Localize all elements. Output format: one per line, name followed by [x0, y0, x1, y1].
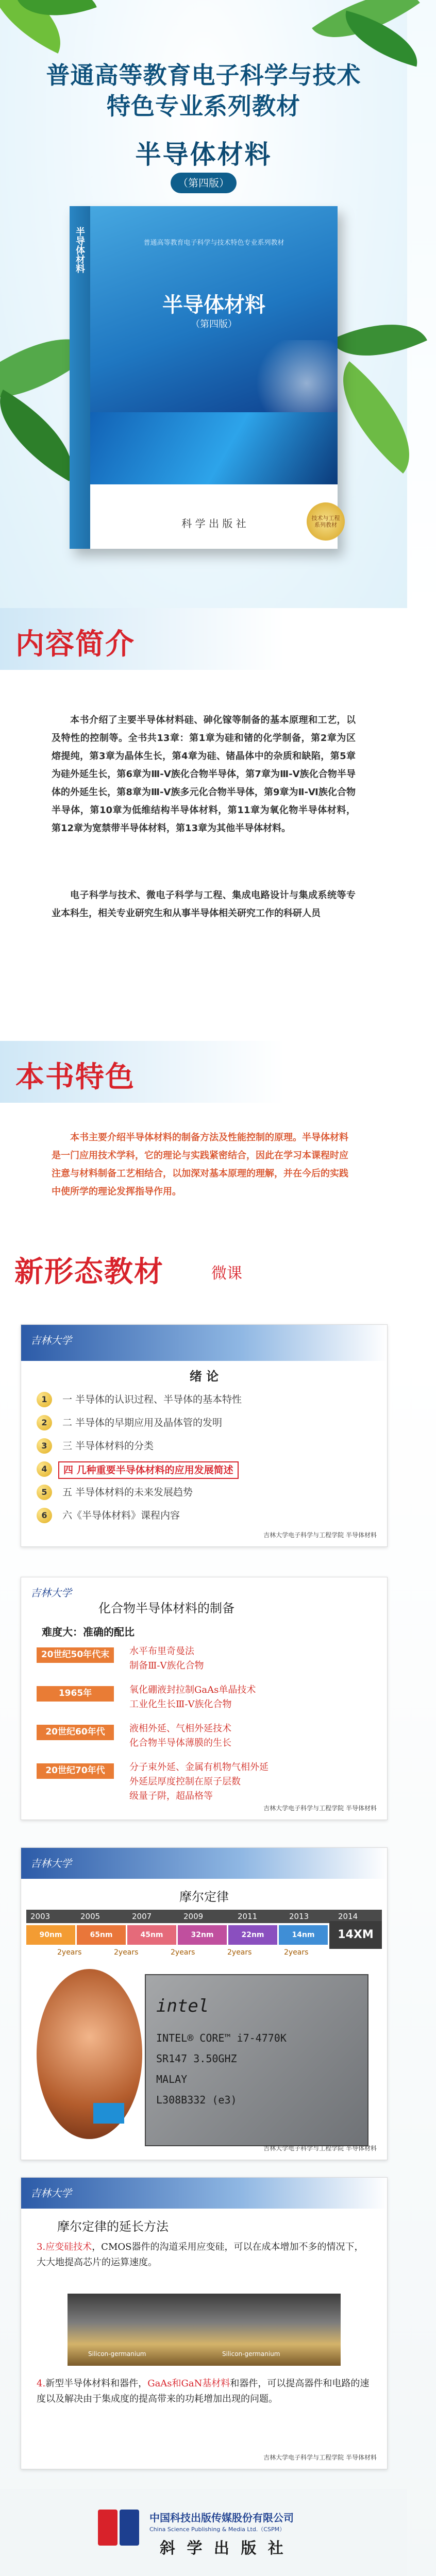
item-number: 3.	[37, 2242, 46, 2252]
year-label: 2011	[238, 1912, 258, 1921]
publisher-footer	[0, 2489, 407, 2576]
slide-footer: 吉林大学电子科学与工程学院 半导体材料	[263, 2454, 377, 2461]
difficulty-note: 难度大：准确的配比	[42, 1626, 135, 1638]
features-title: 本书特色	[15, 1060, 135, 1094]
toc-item[interactable]	[37, 1415, 366, 1430]
press-name: 斜 学 出 版 社	[160, 2539, 287, 2557]
slide-top-band	[21, 2178, 387, 2209]
cover-edition: （第四版）	[191, 319, 237, 330]
features-header	[0, 1041, 407, 1103]
university-logo: 吉林大学	[30, 1334, 72, 1346]
figure-label: Silicon-germanium	[222, 2350, 280, 2358]
toc-item[interactable]	[37, 1485, 366, 1500]
new-form-subtitle: 微课	[211, 1265, 242, 1283]
figure-label: Silicon-germanium	[88, 2350, 146, 2358]
body-text: ，CMOS器件的沟道采用应变硅，可以在成本增加不多的情况下，大大地提高芯片的运算速度。	[37, 2242, 364, 2268]
university-logo: 吉林大学	[30, 1587, 72, 1599]
era-text: 氧化硼液封拉制GaAs单晶技术 工业化生长Ⅲ-Ⅴ族化合物	[129, 1685, 256, 1710]
new-form-header	[0, 1242, 407, 1293]
logo-red-part	[98, 2510, 118, 2546]
highlight-text: 应变硅技术	[45, 2242, 92, 2252]
paragraph-4	[37, 2376, 372, 2407]
cover-title: 半导体材料	[162, 293, 265, 317]
logo-badge	[93, 2103, 124, 2124]
intro-title: 内容简介	[15, 628, 135, 661]
book-spine	[70, 206, 90, 549]
chip-line: intel	[156, 1996, 209, 2016]
publisher-logo-icon	[98, 2510, 139, 2546]
node-bar: 32nm	[178, 1925, 227, 1945]
node-bar: 45nm	[127, 1925, 176, 1945]
cadence-label: 2years	[57, 1948, 82, 1957]
slide-compound	[21, 1577, 388, 1820]
toc-item-label: 三 半导体材料的分类	[62, 1440, 154, 1452]
chip-line: MALAY	[156, 2073, 188, 2085]
year-label: 2003	[30, 1912, 51, 1921]
body-text: 和器件，可以提高器件和电路的速度以及解决由于集成度的提高带来的功耗增加出现的问题。	[37, 2378, 370, 2404]
leaf-decoration	[330, 303, 427, 377]
cover-publisher: 科 学 出 版 社	[181, 517, 246, 530]
year-label: 2009	[183, 1912, 204, 1921]
slide-top-band	[21, 1325, 387, 1361]
toc-item-label: 一 半导体的认识过程、半导体的基本特性	[62, 1394, 242, 1405]
slide-heading: 摩尔定律	[179, 1890, 229, 1904]
toc-item[interactable]	[37, 1508, 366, 1523]
intro-paragraph-2: 电子科学与技术、微电子科学与工程、集成电路设计与集成系统等专业本科生，相关专业研究生和从事半导体相关研究工作的科研人员	[52, 890, 356, 919]
series-title-line1: 普通高等教育电子科学与技术	[46, 61, 361, 89]
slide-footer: 吉林大学电子科学与工程学院 半导体材料	[263, 2145, 377, 2152]
era-text: 液相外延、气相外延技术 化合物半导体薄膜的生长	[129, 1723, 231, 1748]
node-badge: 14XM	[329, 1921, 382, 1949]
cadence-label: 2years	[227, 1948, 252, 1957]
toc-item[interactable]	[37, 1438, 366, 1454]
bullet-icon: 3	[37, 1438, 52, 1454]
era-row	[37, 1760, 377, 1807]
era-row	[37, 1644, 377, 1676]
new-form-title: 新形态教材	[14, 1255, 164, 1289]
chip-line: INTEL® CORE™ i7-4770K	[156, 2032, 287, 2044]
era-tag: 20世纪70年代	[37, 1763, 114, 1778]
era-tag: 1965年	[37, 1686, 114, 1701]
cover-small-title: 普通高等教育电子科学与技术特色专业系列教材	[143, 239, 284, 247]
paragraph-3	[37, 2240, 372, 2270]
era-tag: 20世纪60年代	[37, 1725, 114, 1739]
features-paragraph: 本书主要介绍半导体材料的制备方法及性能控制的原理。半导体材料是一门应用技术学科，它的理论与实践紧密结合，因此在学习本课程时应注意与材料制备工艺相结合，以加深对基本原理的理解，并在今后的实践中使所学的理论发挥指导作用。	[52, 1132, 348, 1197]
toc-item[interactable]	[37, 1392, 366, 1407]
series-title-line2: 特色专业系列教材	[107, 92, 300, 120]
year-label: 2013	[289, 1912, 309, 1921]
toc-item-highlighted[interactable]	[37, 1461, 366, 1477]
slide-moore	[21, 1847, 388, 2160]
book-title: 半导体材料	[135, 140, 272, 170]
slide-heading: 绪 论	[189, 1369, 219, 1384]
cadence-label: 2years	[171, 1948, 195, 1957]
wafer-image	[37, 1969, 142, 2139]
cadence-label: 2years	[284, 1948, 309, 1957]
highlight-text: GaAs和GaN基材料	[147, 2378, 230, 2389]
award-seal: 技术与工程 系列教材	[307, 502, 345, 541]
year-label: 2014	[338, 1912, 358, 1921]
era-divider	[37, 1662, 114, 1663]
chip-line: SR147 3.50GHZ	[156, 2052, 237, 2065]
slide-moore-extension	[21, 2177, 388, 2469]
intro-header	[0, 608, 407, 670]
slide-toc	[21, 1324, 388, 1547]
era-tag: 20世纪50年代末	[37, 1647, 114, 1662]
era-divider	[37, 1739, 114, 1740]
era-row	[37, 1722, 377, 1754]
bullet-icon: 5	[37, 1485, 52, 1500]
timeline-years	[26, 1910, 382, 1923]
node-bar: 90nm	[26, 1925, 75, 1945]
node-bar: 65nm	[77, 1925, 126, 1945]
university-logo: 吉林大学	[30, 2187, 72, 2199]
bullet-icon: 1	[37, 1392, 52, 1407]
company-name-en: China Science Publishing & Media Ltd.（CSPM）	[149, 2526, 286, 2533]
intro-paragraph-1: 本书介绍了主要半导体材料硅、砷化镓等制备的基本原理和工艺，以及特性的控制等。全书共13章：第1章为硅和锗的化学制备，第2章为区熔提纯，第3章为晶体生长，第4章为硅、锗晶体中的杂质和缺陷，第5章为硅外延生长，第6章为Ⅲ-Ⅴ族化合物半导体，第7章为Ⅲ-Ⅴ族化合物半导体的外延生长，第8章为Ⅲ-Ⅴ族多元化合物半导体，第9章为Ⅱ-Ⅵ族化合物半导体，第10章为低维结构半导体材料，第11章为氧化物半导体材料，第12章为宽禁带半导体材料，第13章为其他半导体材料。	[52, 715, 356, 834]
slide-heading: 摩尔定律的延长方法	[57, 2219, 169, 2234]
slide-footer: 吉林大学电子科学与工程学院 半导体材料	[263, 1531, 377, 1539]
cpu-chip-image	[145, 1974, 368, 2146]
toc-item-label: 四 几种重要半导体材料的应用发展简述	[58, 1461, 239, 1479]
era-row	[37, 1683, 377, 1715]
era-divider	[37, 1778, 114, 1779]
body-text: 新型半导体材料和器件，	[45, 2378, 148, 2389]
node-bar: 14nm	[279, 1925, 328, 1945]
company-name: 中国科技出版传媒股份有限公司	[149, 2512, 294, 2524]
item-number: 4.	[37, 2378, 46, 2389]
slide-heading: 化合物半导体材料的制备	[98, 1601, 234, 1615]
edition-badge: （第四版）	[171, 173, 237, 193]
chip-line: L308B332 (e3)	[156, 2094, 237, 2106]
cadence-row	[26, 1948, 336, 1961]
toc-item-label: 五 半导体材料的未来发展趋势	[62, 1487, 193, 1498]
cover-graphic	[234, 340, 338, 412]
bullet-icon: 2	[37, 1415, 52, 1430]
bullet-icon: 4	[37, 1461, 52, 1477]
university-logo: 吉林大学	[30, 1857, 72, 1870]
year-label: 2007	[132, 1912, 152, 1921]
hero-header	[0, 0, 407, 608]
slide-top-band	[21, 1848, 387, 1879]
logo-blue-part	[120, 2510, 139, 2546]
spine-title: 半导体材料	[74, 227, 85, 273]
transistor-figure	[68, 2294, 341, 2366]
cover-art	[90, 412, 338, 484]
era-text: 水平布里奇曼法 制备Ⅲ-Ⅴ族化合物	[129, 1646, 204, 1671]
cadence-label: 2years	[114, 1948, 139, 1957]
toc-item-label: 六《半导体材料》课程内容	[62, 1510, 180, 1521]
era-text: 分子束外延、金属有机物气相外延 外延层厚度控制在原子层数 级量子阱，超晶格等	[129, 1762, 269, 1801]
year-label: 2005	[80, 1912, 100, 1921]
cover-band	[90, 206, 338, 412]
bullet-icon: 6	[37, 1508, 52, 1523]
node-bar: 22nm	[228, 1925, 277, 1945]
book-cover-image	[70, 206, 338, 549]
slide-footer: 吉林大学电子科学与工程学院 半导体材料	[263, 1805, 377, 1812]
toc-item-label: 二 半导体的早期应用及晶体管的发明	[62, 1417, 223, 1428]
era-divider	[37, 1701, 114, 1702]
